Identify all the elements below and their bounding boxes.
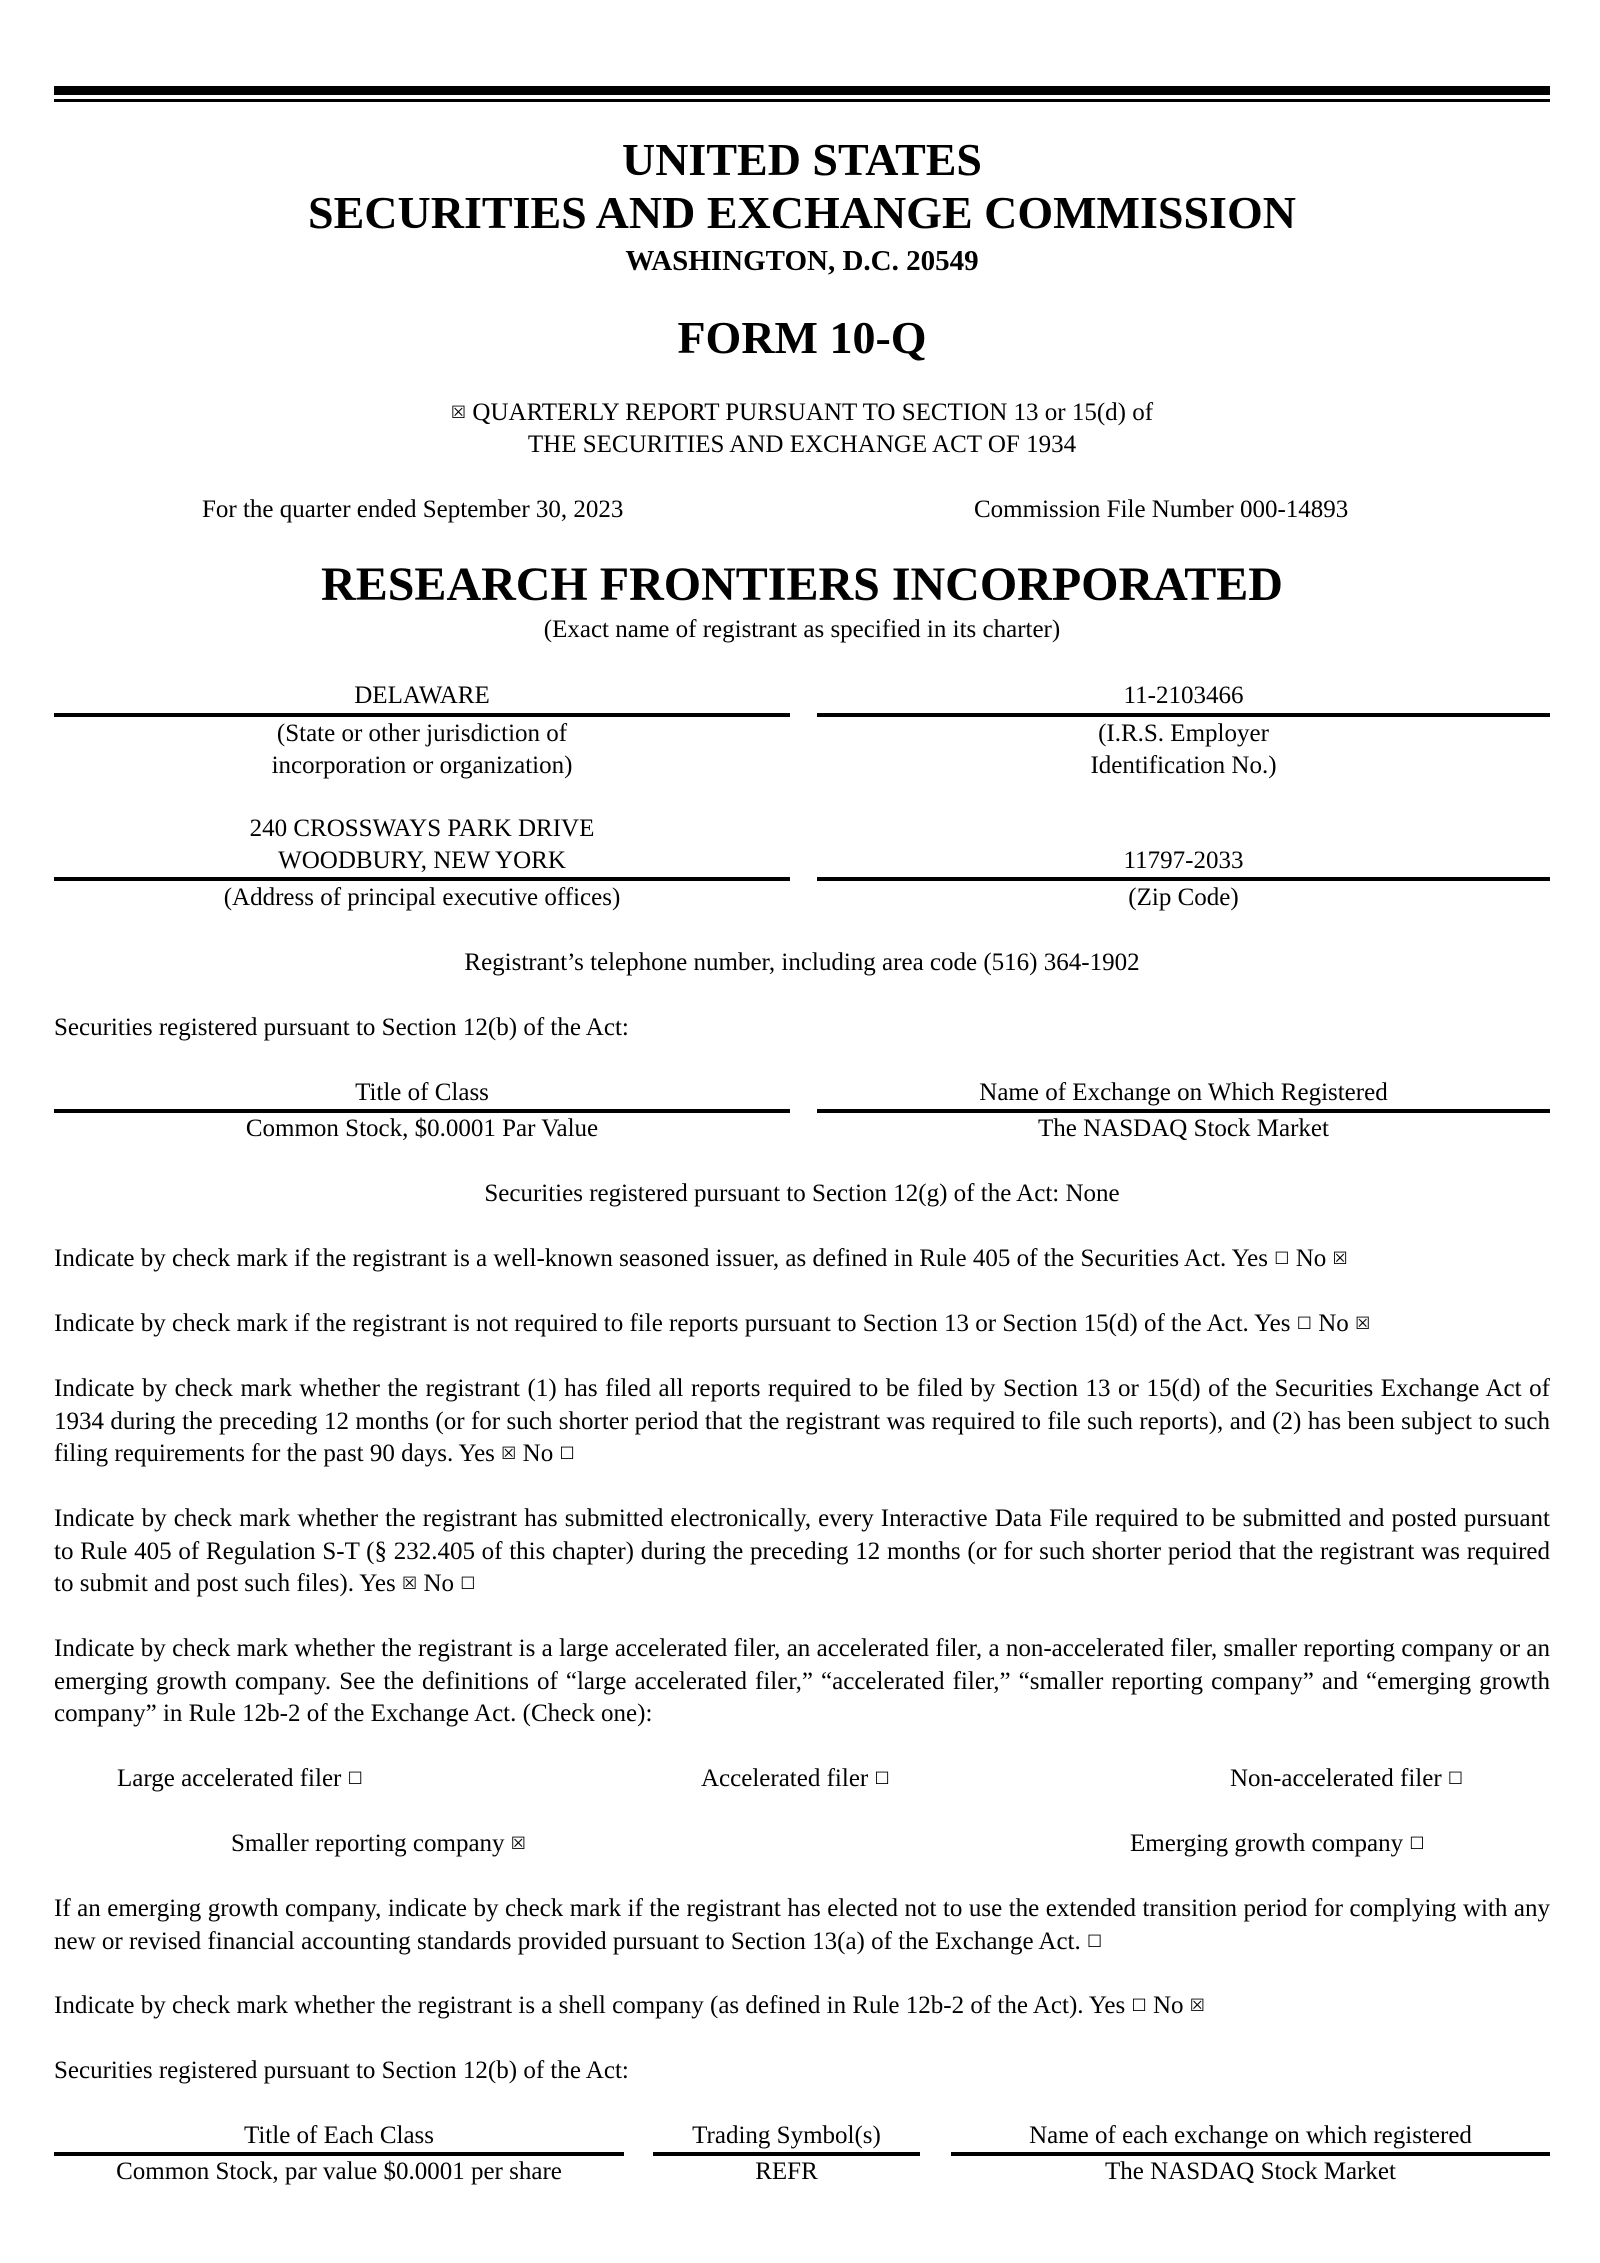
wksi-yes-checkbox: ☐ — [1274, 1249, 1290, 1269]
smaller-reporting-checkbox: ☒ — [510, 1834, 527, 1854]
quarterly-report-checkbox: ☒ — [450, 403, 467, 423]
section-12b-heading: Securities registered pursuant to Section 12(b) of the Act: — [54, 1014, 629, 1041]
filed-reports-no-label: No — [522, 1440, 554, 1467]
transition-checkbox: ☐ — [1087, 1931, 1103, 1952]
report-type-line-1 — [54, 397, 1550, 429]
non-accelerated-filer — [1230, 1763, 1463, 1795]
table-header-exchange: Name of each exchange on which registered — [1029, 2122, 1472, 2149]
large-accelerated-checkbox: ☐ — [347, 1769, 363, 1789]
state-underline — [54, 713, 790, 717]
filed-reports-no-checkbox: ☐ — [559, 1444, 575, 1464]
ein-underline — [817, 713, 1550, 717]
quarter-period: For the quarter ended September 30, 2023 — [202, 496, 624, 523]
state-caption-1: (State or other jurisdiction of — [276, 720, 568, 747]
state-of-incorporation: DELAWARE — [354, 682, 490, 709]
agency-line-1: UNITED STATES — [621, 134, 983, 185]
title-of-class-value: Common Stock, $0.0001 Par Value — [245, 1115, 599, 1142]
shell-no-checkbox: ☒ — [1189, 1996, 1206, 2016]
address-underline — [54, 877, 790, 881]
report-type-line-2: THE SECURITIES AND EXCHANGE ACT OF 1934 — [527, 431, 1077, 458]
not-required-no-label: No — [1318, 1310, 1349, 1337]
non-accelerated-label: Non-accelerated filer — [1230, 1765, 1442, 1792]
shell-yes-checkbox: ☐ — [1131, 1996, 1147, 2016]
wksi-question — [54, 1243, 1348, 1275]
registrant-name: RESEARCH FRONTIERS INCORPORATED — [321, 558, 1283, 611]
zip-underline — [817, 877, 1550, 881]
ein-caption-2: Identification No.) — [1090, 752, 1277, 779]
commission-file-number: Commission File Number 000-14893 — [974, 496, 1349, 523]
interactive-no-checkbox: ☐ — [460, 1574, 476, 1594]
emerging-growth-company — [1130, 1828, 1425, 1860]
filer-status-question: Indicate by check mark whether the registrant is a large accelerated filer, an accelerated filer, a non-accelerated filer, smaller reporting company or an emerging growth company. See the definitions of “large accelerated filer,” “accelerated filer,” “smaller reporting company” and “emerging growth company” in Rule 12b-2 of the Exchange Act. (Check one): — [54, 1635, 1550, 1727]
form-title: FORM 10-Q — [677, 312, 927, 363]
state-caption-2: incorporation or organization) — [271, 752, 573, 779]
interactive-text: Indicate by check mark whether the registrant has submitted electronically, every Interactive Data File required to be submitted and posted pursuant to Rule 405 of Regulation S-T (§ 232.405 of this chapter) during the preceding 12 months (or for such shorter period that the registrant was required to submit and post such files). Yes — [54, 1505, 1550, 1597]
zip-caption: (Zip Code) — [1128, 884, 1239, 911]
filed-reports-text: Indicate by check mark whether the registrant (1) has filed all reports required to be filed by Section 13 or 15(d) of the Securities Exchange Act of 1934 during the preceding 12 months (or for such shorter period that the registrant was required to file such reports), and (2) has been subject to such filing requirements for the past 90 days. Yes — [54, 1375, 1550, 1467]
filed-reports-yes-checkbox: ☒ — [501, 1444, 517, 1464]
not-required-question — [54, 1308, 1370, 1340]
not-required-no-checkbox: ☒ — [1355, 1314, 1371, 1334]
title-of-class-header: Title of Class — [355, 1079, 489, 1106]
table-header-title: Title of Each Class — [243, 2122, 435, 2149]
wksi-no-label: No — [1295, 1245, 1327, 1272]
large-accelerated-filer — [117, 1763, 363, 1795]
wksi-text: Indicate by check mark if the registrant is a well-known seasoned issuer, as defined in Rule 405 of the Securities Act. Yes — [54, 1245, 1268, 1272]
interactive-data-question — [54, 1503, 1550, 1601]
shell-no-label: No — [1152, 1992, 1184, 2019]
emerging-growth-label: Emerging growth company — [1130, 1830, 1404, 1857]
shell-company-question — [54, 1990, 1205, 2022]
exchange-name-header: Name of Exchange on Which Registered — [979, 1079, 1388, 1106]
accelerated-label: Accelerated filer — [701, 1765, 869, 1792]
large-accelerated-label: Large accelerated filer — [117, 1765, 342, 1792]
registrant-name-caption: (Exact name of registrant as specified in its charter) — [543, 616, 1061, 643]
ein-number: 11-2103466 — [1123, 682, 1244, 709]
not-required-text: Indicate by check mark if the registrant is not required to file reports pursuant to Section 13 or Section 15(d) of the Act. Yes — [54, 1310, 1291, 1337]
smaller-reporting-company — [231, 1828, 526, 1860]
agency-line-2: SECURITIES AND EXCHANGE COMMISSION — [308, 187, 1296, 238]
address-caption: (Address of principal executive offices) — [223, 884, 621, 911]
wksi-no-checkbox: ☒ — [1332, 1249, 1348, 1269]
emerging-growth-checkbox: ☐ — [1409, 1834, 1425, 1854]
address-line-1: 240 CROSSWAYS PARK DRIVE — [249, 815, 595, 842]
not-required-yes-checkbox: ☐ — [1296, 1314, 1312, 1334]
table-cell-title: Common Stock, par value $0.0001 per share — [116, 2158, 562, 2185]
section-12b-table-heading: Securities registered pursuant to Section 12(b) of the Act: — [54, 2057, 629, 2084]
top-rule-thin — [54, 99, 1550, 102]
table-cell-exchange: The NASDAQ Stock Market — [1105, 2158, 1396, 2185]
zip-code: 11797-2033 — [1123, 847, 1244, 874]
transition-period-question — [54, 1893, 1550, 1958]
registrant-phone: Registrant’s telephone number, including area code (516) 364-1902 — [464, 949, 1140, 976]
form-page — [54, 0, 1550, 2263]
ein-caption-1: (I.R.S. Employer — [1098, 720, 1269, 747]
interactive-yes-checkbox: ☒ — [401, 1574, 418, 1594]
shell-text: Indicate by check mark whether the registrant is a shell company (as defined in Rule 12b-2 of the Act). Yes — [54, 1992, 1126, 2019]
non-accelerated-checkbox: ☐ — [1447, 1769, 1464, 1789]
table-header-symbol: Trading Symbol(s) — [692, 2122, 881, 2149]
table-cell-symbol: REFR — [755, 2158, 818, 2185]
report-type-text: QUARTERLY REPORT PURSUANT TO SECTION 13 or 15(d) of — [472, 399, 1154, 426]
address-line-2: WOODBURY, NEW YORK — [278, 847, 566, 874]
smaller-reporting-label: Smaller reporting company — [231, 1830, 505, 1857]
agency-address: WASHINGTON, D.C. 20549 — [625, 245, 979, 277]
top-rule-thick — [54, 86, 1550, 95]
accelerated-filer — [701, 1763, 890, 1795]
interactive-no-label: No — [423, 1570, 454, 1597]
exchange-name-value: The NASDAQ Stock Market — [1038, 1115, 1329, 1142]
section-12g-statement: Securities registered pursuant to Section 12(g) of the Act: None — [484, 1180, 1120, 1207]
filed-reports-question — [54, 1373, 1550, 1471]
transition-text: If an emerging growth company, indicate by check mark if the registrant has elected not to use the extended transition period for complying with any new or revised financial accounting standards provided pursuant to Section 13(a) of the Exchange Act. — [54, 1895, 1550, 1955]
accelerated-checkbox: ☐ — [874, 1769, 890, 1789]
